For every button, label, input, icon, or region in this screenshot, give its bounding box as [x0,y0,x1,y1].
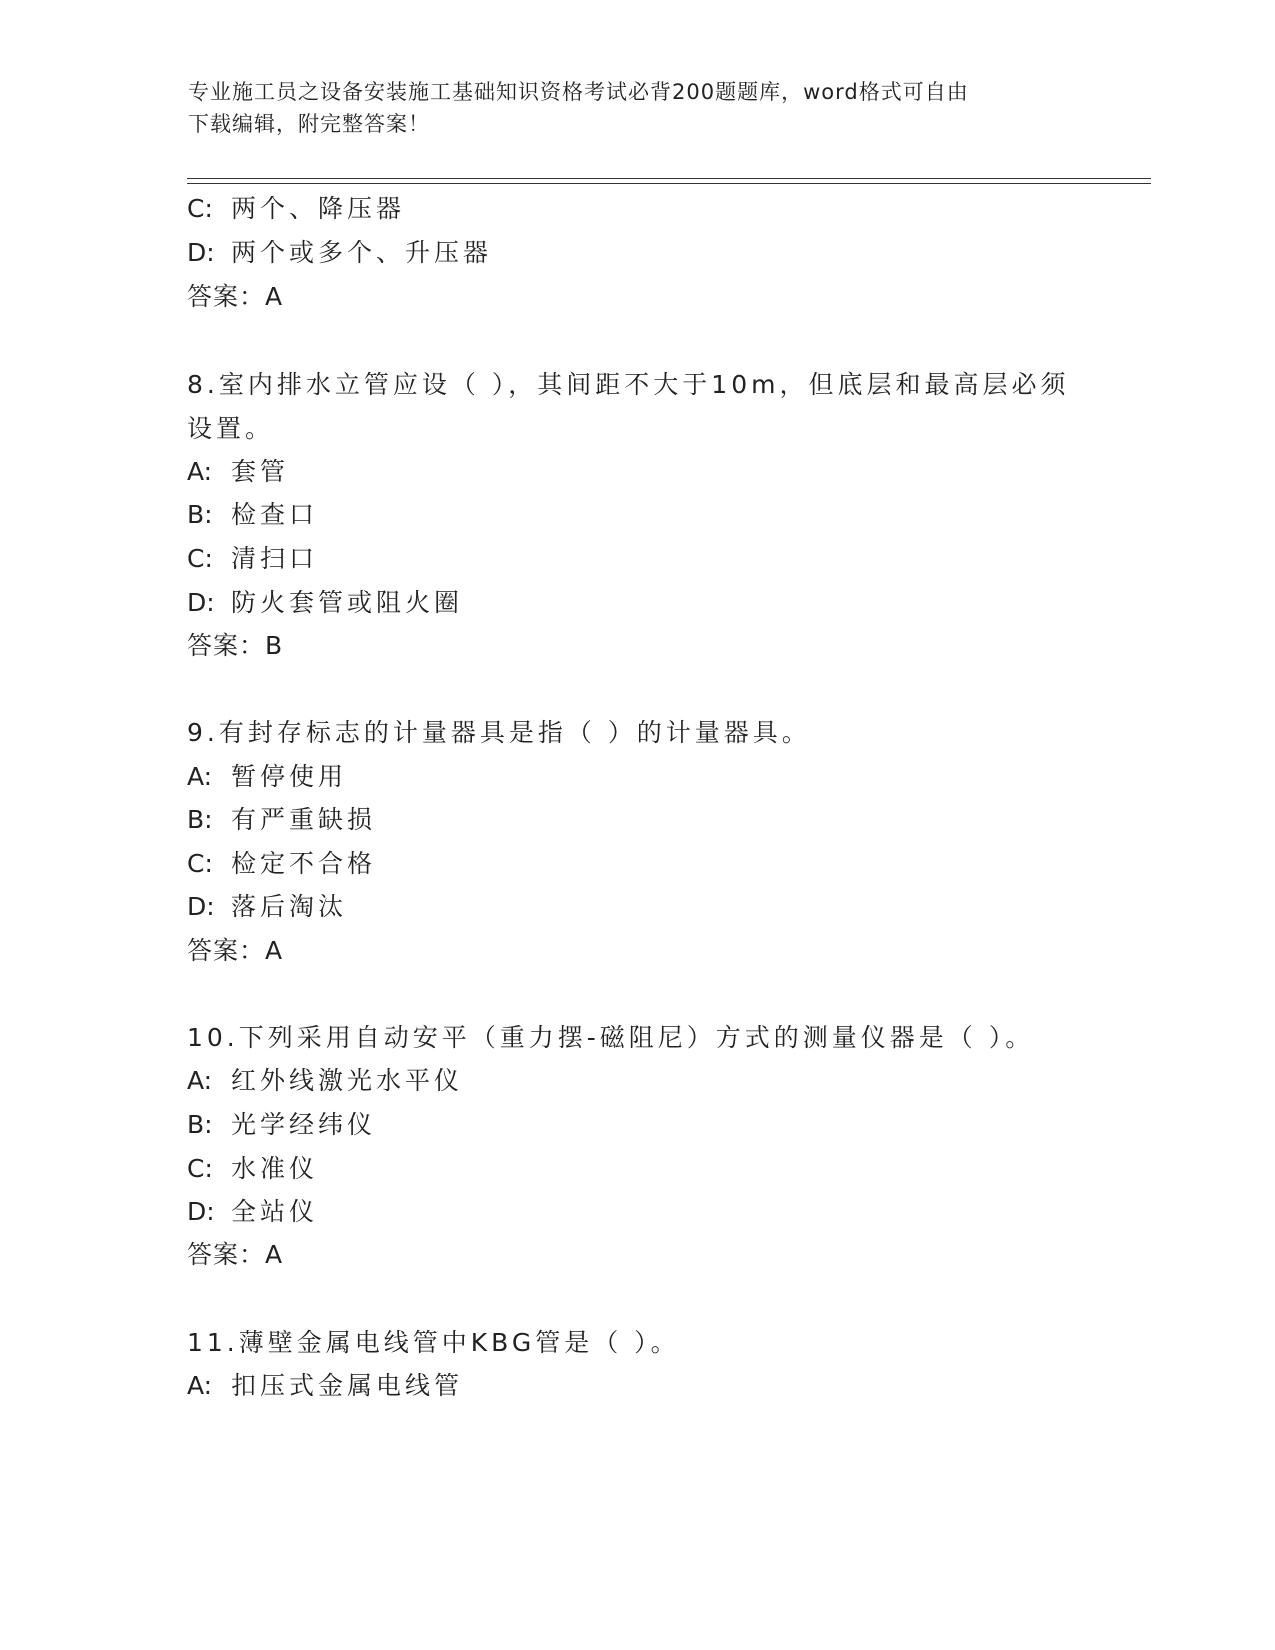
header-divider-top [187,178,1151,179]
question-10-option-B: B: 光学经纬仪 [187,1110,377,1139]
question-8-option-A: A: 套管 [187,457,290,486]
question-8-option-D: D: 防火套管或阻火圈 [187,588,464,617]
question-9-option-B: B: 有严重缺损 [187,805,377,834]
question-9-option-C: C: 检定不合格 [187,849,377,878]
option-D: D: 两个或多个、升压器 [187,238,493,267]
question-11-option-A: A: 扣压式金属电线管 [187,1371,464,1400]
question-10-answer: 答案：A [187,1240,284,1269]
question-9-option-D: D: 落后淘汰 [187,892,348,921]
question-10-option-A: A: 红外线激光水平仪 [187,1066,464,1095]
question-8-answer: 答案：B [187,631,284,660]
question-11-stem: 11.薄壁金属电线管中KBG管是（ ）。 [187,1328,680,1357]
header-line-1: 专业施工员之设备安装施工基础知识资格考试必背200题题库，word格式可自由 [188,80,969,104]
document-header [188,76,1068,140]
question-8-option-C: C: 清扫口 [187,544,319,573]
option-C: C: 两个、降压器 [187,194,406,223]
question-9-answer: 答案：A [187,936,284,965]
header-divider-bottom [187,183,1151,184]
answer-line: 答案：A [187,282,284,311]
question-9-stem: 9.有封存标志的计量器具是指（ ）的计量器具。 [187,718,811,747]
question-8-stem-continued: 设置。 [187,414,275,443]
header-line-2: 下载编辑，附完整答案！ [188,112,430,136]
question-9-option-A: A: 暂停使用 [187,762,348,791]
question-10-option-D: D: 全站仪 [187,1197,319,1226]
question-10-stem: 10.下列采用自动安平（重力摆-磁阻尼）方式的测量仪器是（ ）。 [187,1023,1035,1052]
question-8-option-B: B: 检查口 [187,500,319,529]
question-8-stem: 8.室内排水立管应设（ ），其间距不大于10m，但底层和最高层必须 [187,370,1070,399]
question-10-option-C: C: 水准仪 [187,1154,319,1183]
